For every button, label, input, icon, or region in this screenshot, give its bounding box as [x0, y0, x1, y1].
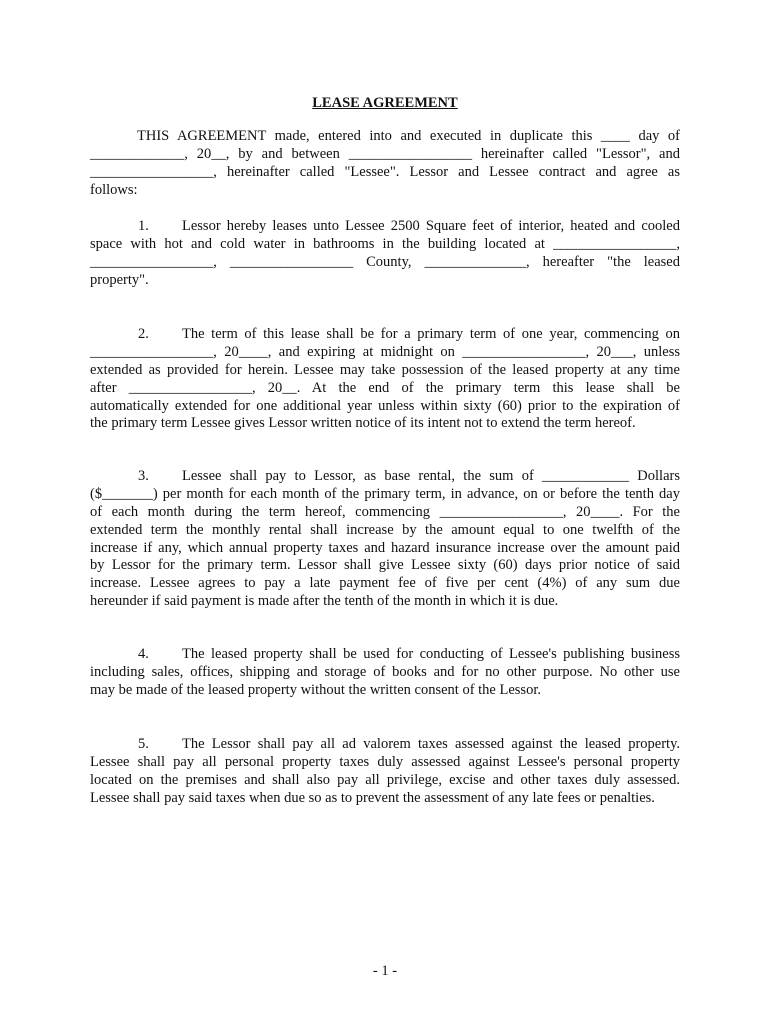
section-line: hereunder if said payment is made after the tenth of the month in which it is due. — [90, 593, 559, 610]
document-title: LEASE AGREEMENT — [312, 95, 458, 111]
section-line — [90, 326, 680, 344]
page-number: - 1 - — [372, 963, 398, 979]
intro-line: follows: — [90, 181, 138, 198]
intro-paragraph — [90, 128, 680, 200]
section-number: 1. — [138, 218, 149, 234]
section-text: Lessee shall pay to Lessor, as base rental, the sum of ____________ Dollars — [182, 468, 680, 484]
section-line: extended term the monthly rental shall increase by the amount equal to one twelfth of the — [90, 521, 680, 538]
section-1-paragraph — [90, 218, 680, 290]
section-number: 5. — [138, 736, 149, 752]
intro-line: THIS AGREEMENT made, entered into and executed in duplicate this ____ day of — [137, 128, 680, 144]
section-5-paragraph — [90, 736, 680, 808]
section-line: may be made of the leased property without the written consent of the Lessor. — [90, 681, 541, 698]
section-line: including sales, offices, shipping and storage of books and for no other purpose. No other use — [90, 663, 680, 680]
section-line: Lessee shall pay all personal property taxes duly assessed against Lessee's personal property — [90, 753, 680, 770]
section-line — [90, 736, 680, 754]
section-line: located on the premises and shall also pay all privilege, excise and other taxes duly assessed. — [90, 771, 680, 788]
intro-line: _________________, hereinafter called "Lessee". Lessor and Lessee contract and agree as — [90, 163, 680, 180]
section-number: 4. — [138, 646, 149, 662]
section-line: _________________, _________________ County, ______________, hereafter "the leased — [90, 253, 680, 270]
section-line: ($_______) per month for each month of the primary term, in advance, on or before the tenth day — [90, 485, 680, 502]
section-text: Lessor hereby leases unto Lessee 2500 Square feet of interior, heated and cooled — [182, 218, 680, 234]
section-line — [90, 218, 680, 236]
section-line: after _________________, 20__. At the end of the primary term this lease shall be — [90, 379, 680, 396]
section-line — [90, 468, 680, 486]
section-line: property". — [90, 271, 149, 288]
section-line: increase. Lessee agrees to pay a late payment fee of five per cent (4%) of any sum due — [90, 575, 680, 592]
section-4-paragraph — [90, 646, 680, 700]
section-line: of each month during the term hereof, commencing _________________, 20____. For the — [90, 503, 680, 520]
section-line — [90, 646, 680, 664]
section-text: The term of this lease shall be for a primary term of one year, commencing on — [182, 326, 680, 342]
section-line: Lessee shall pay said taxes when due so as to prevent the assessment of any late fees or penalties. — [90, 789, 655, 806]
section-3-paragraph — [90, 468, 680, 611]
section-text: The Lessor shall pay all ad valorem taxes assessed against the leased property. — [182, 736, 680, 752]
section-2-paragraph — [90, 326, 680, 433]
section-line: by Lessor for the primary term. Lessor shall give Lessee sixty (60) days prior notice of said — [90, 557, 680, 574]
section-line: _________________, 20____, and expiring at midnight on _________________, 20___, unless — [90, 343, 680, 360]
intro-line: _____________, 20__, by and between _________________ hereinafter called "Lessor", and — [90, 145, 680, 162]
section-line: the primary term Lessee gives Lessor written notice of its intent not to extend the term hereof. — [90, 415, 636, 432]
section-number: 2. — [138, 326, 149, 342]
section-line: increase if any, which annual property taxes and hazard insurance increase over the amount paid — [90, 539, 680, 556]
section-text: The leased property shall be used for conducting of Lessee's publishing business — [182, 646, 680, 662]
section-line: automatically extended for one additional year unless within sixty (60) prior to the expiration of — [90, 397, 680, 414]
section-number: 3. — [138, 468, 149, 484]
section-line: space with hot and cold water in bathrooms in the building located at _________________, — [90, 235, 680, 252]
section-line: extended as provided for herein. Lessee may take possession of the leased property at any time — [90, 361, 680, 378]
